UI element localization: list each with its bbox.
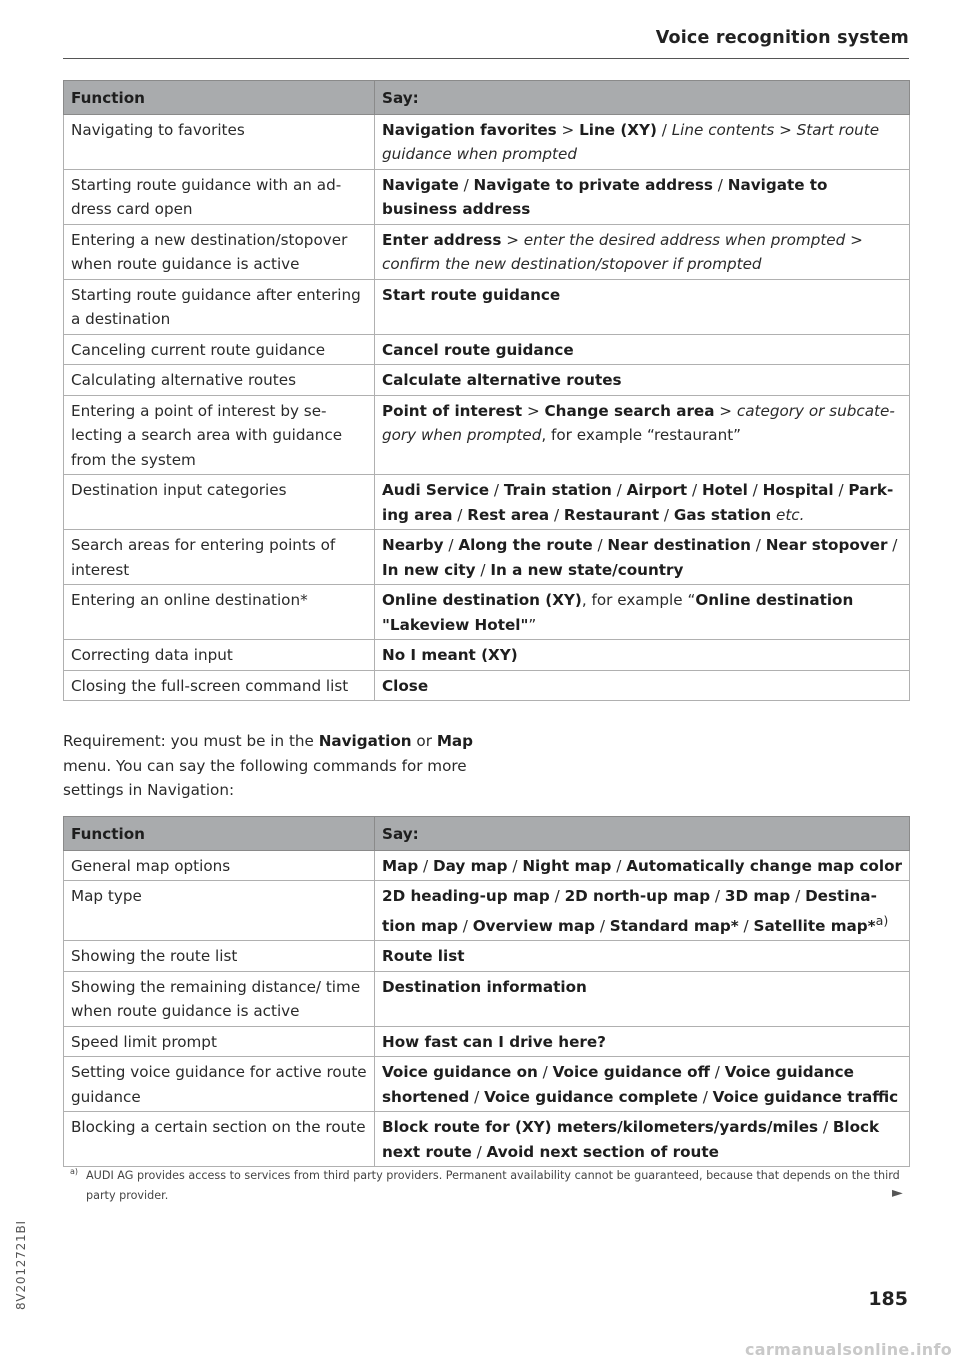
text-run: a)	[875, 912, 889, 928]
command-phrase: Voice guidance complete	[484, 1087, 698, 1106]
command-phrase: Close	[382, 676, 429, 695]
text-run: /	[537, 1063, 553, 1082]
say-cell	[375, 334, 910, 365]
command-phrase: Destination map	[382, 887, 877, 935]
command-phrase: Night map	[522, 856, 612, 875]
function-cell: Search areas for entering points of interest	[64, 530, 375, 585]
text-run: /	[738, 916, 754, 935]
page-number: 185	[868, 1288, 908, 1310]
table-row	[64, 475, 910, 530]
function-cell: Entering a new destination/stopover when route guidance is active	[64, 224, 375, 279]
text-run: , for example “	[581, 591, 696, 609]
function-cell: Showing the remaining distance/ time when route guidance is active	[64, 971, 375, 1026]
table-row	[64, 1112, 910, 1167]
text-run: Requirement: you must be in the	[63, 732, 319, 750]
say-cell	[375, 530, 910, 585]
table-row	[64, 881, 910, 941]
function-cell: Canceling current route guidance	[64, 334, 375, 365]
page-header	[63, 22, 909, 59]
footnote	[70, 1166, 906, 1206]
command-phrase: How fast can I drive here?	[382, 1032, 606, 1051]
table-row	[64, 169, 910, 224]
footnote-text: AUDI AG provides access to services from third party providers. Permanent availability cannot be guaranteed, because that depends on the third party provider.	[86, 1169, 900, 1202]
command-phrase: Hospital	[762, 481, 834, 499]
function-cell: Starting route guidance after entering a destination	[64, 279, 375, 334]
say-cell	[375, 279, 910, 334]
table-row	[64, 279, 910, 334]
command-phrase: Audi Service	[382, 481, 490, 499]
command-phrase: Day map	[433, 856, 508, 875]
command-phrase: In new city	[382, 560, 476, 579]
text-run: /	[507, 856, 523, 875]
say-cell	[375, 941, 910, 972]
continue-arrow-icon: ►	[892, 1185, 903, 1201]
table-row	[64, 530, 910, 585]
text-run: >	[522, 401, 545, 420]
column-header-say: Say:	[375, 817, 910, 851]
command-phrase: Nearby	[382, 536, 444, 554]
function-cell: Starting route guidance with an address card open	[64, 169, 375, 224]
command-phrase: No I meant (XY)	[382, 646, 518, 664]
instruction-text: enter the desired address when prompted	[523, 230, 846, 249]
command-phrase: Voice guidance off	[552, 1063, 710, 1082]
instruction-text: Start route guidance when prompted	[382, 120, 880, 163]
command-phrase: Map	[382, 856, 419, 875]
text-run: /	[710, 887, 725, 905]
text-run: menu. You can say the following commands for more settings in Navigation:	[63, 756, 467, 799]
command-phrase: Overview map	[472, 916, 596, 935]
column-header-say: Say:	[375, 81, 910, 115]
function-cell: Entering an online destination*	[64, 585, 375, 640]
table-row	[64, 114, 910, 169]
text-run: /	[418, 856, 434, 875]
text-run: /	[833, 481, 849, 499]
function-cell: General map options	[64, 850, 375, 881]
say-cell	[375, 395, 910, 475]
text-run: /	[611, 481, 627, 499]
table-row	[64, 334, 910, 365]
command-phrase: Parking area	[382, 481, 894, 524]
command-phrase: Navigate to private address	[473, 175, 713, 194]
table-row	[64, 365, 910, 396]
say-cell	[375, 169, 910, 224]
table-row	[64, 941, 910, 972]
command-phrase: Automatically change map color	[626, 856, 902, 875]
command-phrase: Line (XY)	[579, 120, 657, 139]
say-cell	[375, 971, 910, 1026]
text-run: or	[411, 732, 437, 750]
command-phrase: Voice guidance on	[382, 1063, 538, 1082]
command-phrase: Cancel route guidance	[382, 340, 574, 359]
text-run: /	[790, 887, 806, 905]
table-row	[64, 1057, 910, 1112]
command-phrase: 3D map	[724, 887, 791, 905]
say-cell	[375, 1057, 910, 1112]
text-run: , for example “restaurant”	[541, 426, 742, 444]
text-run: /	[656, 120, 672, 139]
table-row	[64, 850, 910, 881]
table-row	[64, 971, 910, 1026]
text-run: /	[452, 505, 468, 524]
table-header-row	[64, 81, 910, 115]
table-row	[64, 1026, 910, 1057]
command-phrase: Avoid next section of route	[486, 1142, 719, 1161]
say-cell	[375, 850, 910, 881]
text-run: /	[443, 536, 459, 554]
command-phrase: Gas station	[673, 505, 772, 524]
command-phrase: Navigation	[318, 732, 412, 750]
text-run: /	[549, 505, 564, 524]
text-run: /	[747, 481, 763, 499]
say-cell	[375, 475, 910, 530]
text-run: >	[714, 401, 737, 420]
command-phrase: Hotel	[701, 481, 748, 499]
text-run: /	[595, 916, 610, 935]
function-cell: Blocking a certain section on the route	[64, 1112, 375, 1167]
text-run: >	[556, 120, 580, 139]
instruction-text: confirm the new destination/stopover if prompted	[382, 255, 762, 273]
command-phrase: Near destination	[607, 536, 751, 554]
column-header-function: Function	[64, 81, 375, 115]
command-phrase: Online destination (XY)	[382, 591, 582, 609]
text-run: /	[458, 175, 474, 194]
text-run: /	[549, 887, 565, 905]
text-run: /	[697, 1087, 713, 1106]
text-run: /	[457, 916, 473, 935]
command-phrase: Block next route	[382, 1118, 880, 1161]
text-run: /	[471, 1142, 487, 1161]
function-cell: Correcting data input	[64, 640, 375, 671]
command-phrase: Navigation favorites	[382, 120, 557, 139]
command-phrase: Start route guidance	[382, 285, 561, 304]
say-cell	[375, 585, 910, 640]
text-run: >	[845, 230, 863, 249]
text-run: >	[501, 230, 524, 249]
command-phrase: Map	[436, 732, 474, 750]
instruction-text: category or subcategory when prompted	[382, 401, 895, 444]
command-phrase: Voice guidance traffic	[712, 1087, 899, 1106]
table-row	[64, 224, 910, 279]
text-run: /	[469, 1087, 485, 1106]
command-phrase: Rest area	[467, 505, 550, 524]
footnote-marker: a)	[70, 1167, 79, 1176]
table-row	[64, 640, 910, 671]
column-header-function: Function	[64, 817, 375, 851]
command-phrase: Online destination "Lakeview Hotel"	[382, 591, 854, 634]
command-phrase: Route list	[382, 947, 465, 966]
text-run: /	[592, 536, 608, 554]
say-cell	[375, 881, 910, 941]
function-cell: Map type	[64, 881, 375, 941]
instruction-text: Line contents	[671, 120, 775, 139]
instruction-text: etc.	[776, 505, 805, 524]
command-phrase: Navigate to business address	[382, 175, 828, 218]
command-phrase: Change search area	[544, 401, 715, 420]
command-phrase: Calculate alternative routes	[382, 371, 622, 389]
table-row	[64, 670, 910, 701]
text-run: /	[750, 536, 766, 554]
command-phrase: Train station	[503, 481, 612, 499]
text-run: /	[818, 1118, 833, 1137]
say-cell	[375, 224, 910, 279]
text-run: /	[489, 481, 504, 499]
function-cell: Showing the route list	[64, 941, 375, 972]
function-cell: Destination input categories	[64, 475, 375, 530]
watermark: carmanualsonline.info	[744, 1340, 952, 1359]
text-run: /	[709, 1063, 725, 1082]
function-cell: Navigating to favorites	[64, 114, 375, 169]
text-run: /	[712, 175, 728, 194]
say-cell	[375, 365, 910, 396]
command-phrase: Voice guidance shortened	[382, 1063, 854, 1106]
text-run: /	[475, 560, 491, 579]
function-cell: Calculating alternative routes	[64, 365, 375, 396]
table-header-row	[64, 817, 910, 851]
table-row	[64, 585, 910, 640]
command-phrase: Block route for (XY) meters/kilometers/yards/miles	[382, 1118, 819, 1137]
command-phrase: Point of interest	[382, 401, 523, 420]
text-run: /	[887, 536, 898, 554]
text-run: /	[659, 505, 674, 524]
command-phrase: Destination information	[382, 977, 587, 996]
function-cell: Speed limit prompt	[64, 1026, 375, 1057]
command-phrase: Navigate	[382, 175, 459, 194]
function-cell: Setting voice guidance for active route guidance	[64, 1057, 375, 1112]
function-cell: Entering a point of interest by selecting a search area with guidance from the system	[64, 395, 375, 475]
command-phrase: Along the route	[458, 536, 593, 554]
section-title: Voice recognition system	[655, 28, 909, 48]
text-run: /	[611, 856, 627, 875]
say-cell	[375, 114, 910, 169]
command-phrase: Standard map*	[609, 916, 739, 935]
command-phrase: Restaurant	[563, 505, 660, 524]
say-cell	[375, 670, 910, 701]
say-cell	[375, 1026, 910, 1057]
command-phrase: Enter address	[382, 230, 502, 249]
say-cell	[375, 640, 910, 671]
command-phrase: Near stopover	[765, 536, 888, 554]
say-cell	[375, 1112, 910, 1167]
voice-commands-table-map	[63, 816, 910, 1167]
text-run: >	[774, 120, 797, 139]
function-cell: Closing the full-screen command list	[64, 670, 375, 701]
command-phrase: 2D north-up map	[564, 887, 711, 905]
document-code: 8V2012721BI	[14, 1220, 28, 1310]
command-phrase: 2D heading-up map	[382, 887, 550, 905]
text-run: /	[687, 481, 702, 499]
text-run: ”	[528, 615, 537, 634]
table-row	[64, 395, 910, 475]
command-phrase: Satellite map*	[753, 916, 876, 935]
requirement-paragraph	[63, 729, 483, 803]
voice-commands-table-navigation	[63, 80, 910, 701]
command-phrase: Airport	[626, 481, 688, 499]
command-phrase: In a new state/country	[490, 560, 684, 579]
